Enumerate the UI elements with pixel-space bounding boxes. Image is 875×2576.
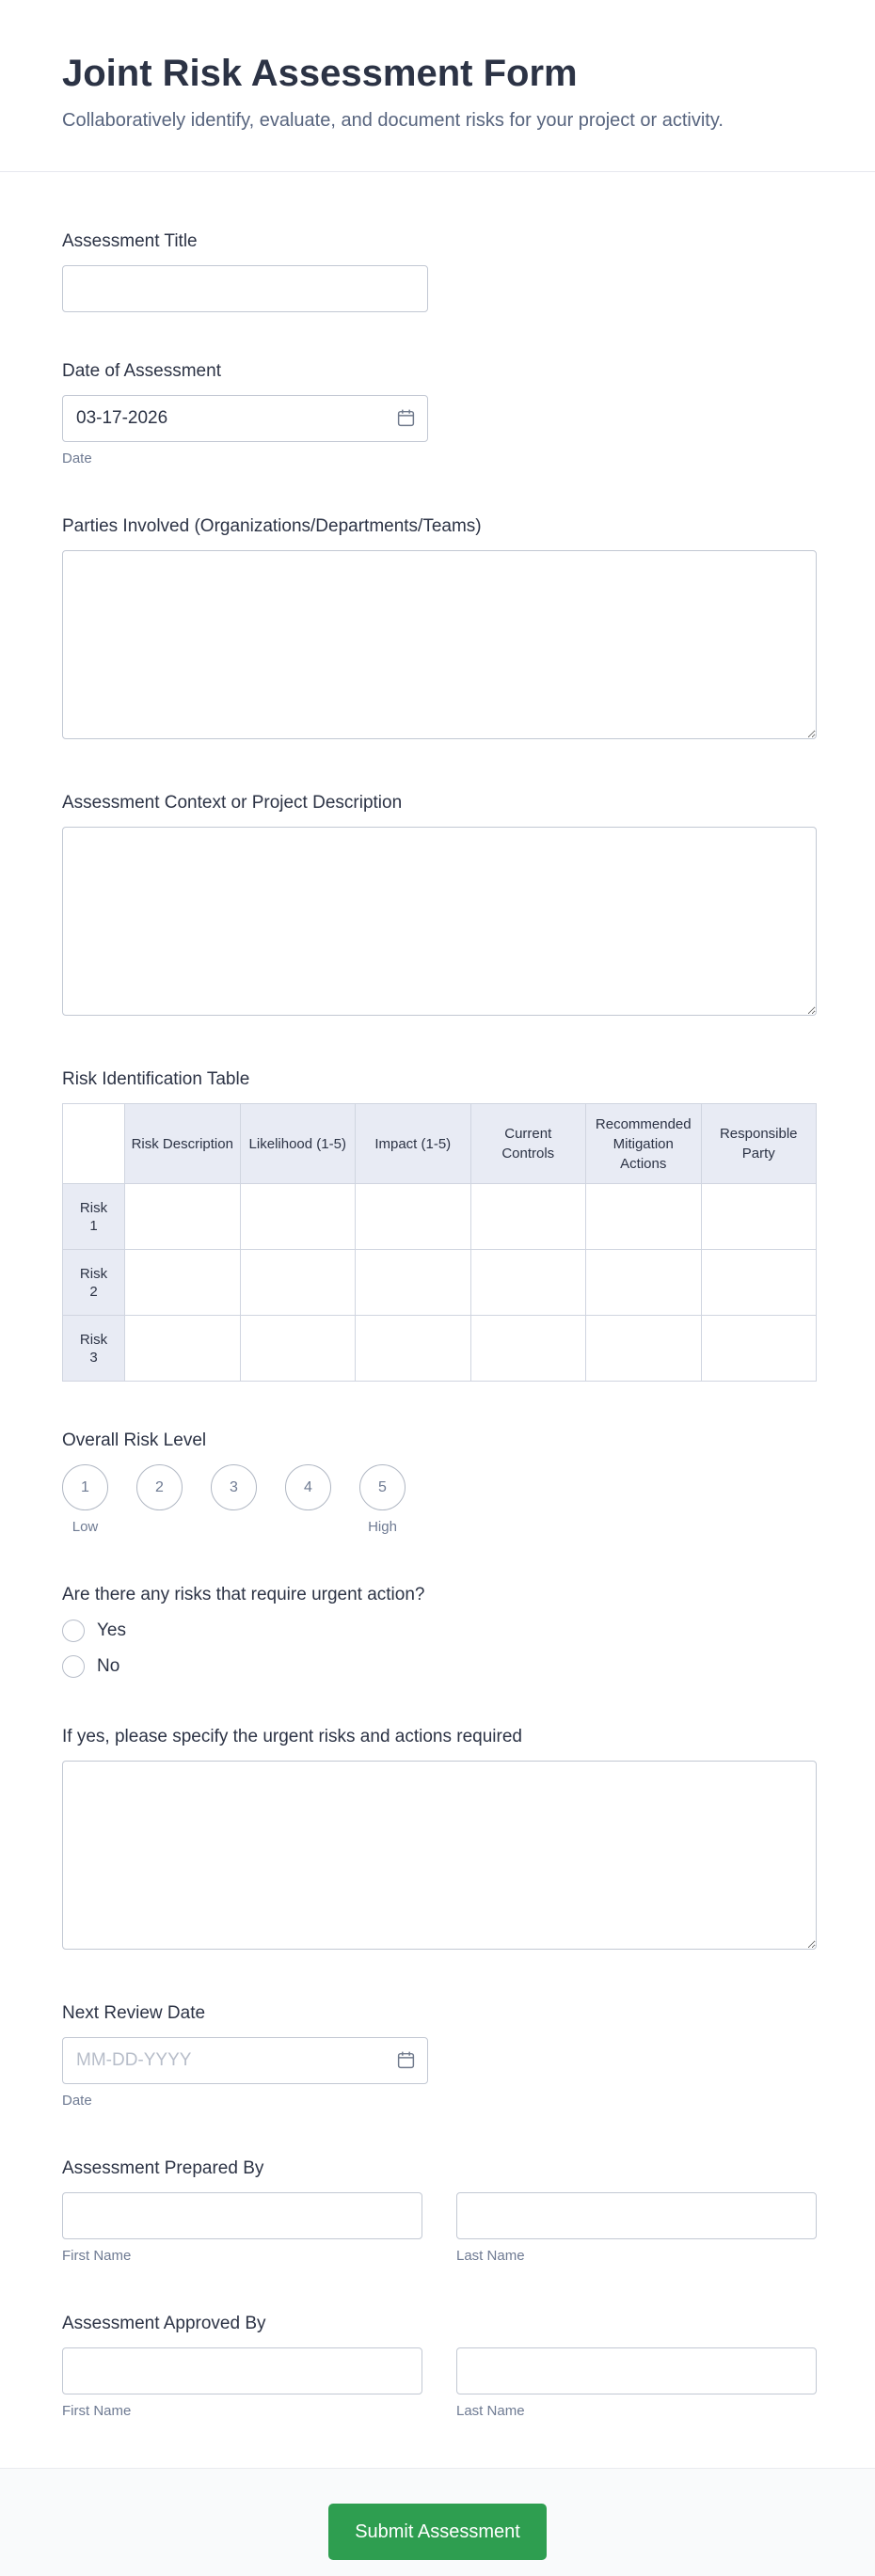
form-header: [0, 0, 875, 172]
risk-table-col-responsible-party: Responsible Party: [701, 1104, 817, 1184]
date-of-assessment-wrap: [62, 395, 428, 442]
risk-table-row-header-1: Risk 1: [63, 1184, 125, 1250]
risk-table-cell[interactable]: [586, 1250, 702, 1316]
risk-table-row-header-2: Risk 2: [63, 1250, 125, 1316]
form-footer: [0, 2468, 875, 2576]
risk-table-cell[interactable]: [356, 1184, 471, 1250]
field-risk-table: [62, 1068, 817, 1382]
risk-table-col-current-controls: Current Controls: [470, 1104, 586, 1184]
submit-button[interactable]: Submit Assessment: [328, 2504, 547, 2560]
approved-by-last-name-input[interactable]: [456, 2347, 817, 2394]
date-sublabel: Date: [62, 450, 92, 466]
radio-icon[interactable]: [62, 1655, 85, 1678]
radio-icon[interactable]: [62, 1620, 85, 1642]
risk-table-cell[interactable]: [240, 1250, 356, 1316]
form-title: Joint Risk Assessment Form: [62, 53, 578, 94]
urgent-details-label: If yes, please specify the urgent risks and actions required: [62, 1727, 522, 1746]
overall-risk-level-label: Overall Risk Level: [62, 1430, 207, 1450]
approved-by-first-name-input[interactable]: [62, 2347, 422, 2394]
date-of-assessment-label: Date of Assessment: [62, 361, 221, 381]
radio-label-yes[interactable]: Yes: [97, 1620, 126, 1640]
urgent-action-label: Are there any risks that require urgent action?: [62, 1585, 425, 1604]
next-review-date-wrap: [62, 2037, 428, 2084]
date-of-assessment-input[interactable]: [62, 395, 428, 442]
form-body: [0, 172, 875, 2468]
assessment-title-input[interactable]: [62, 265, 428, 312]
field-assessment-title: [62, 230, 817, 312]
urgent-action-option-yes[interactable]: [62, 1620, 817, 1642]
prepared-by-name-row: [62, 2192, 817, 2265]
context-description-label: Assessment Context or Project Description: [62, 793, 403, 813]
assessment-title-label: Assessment Title: [62, 231, 198, 251]
scale-option-2: [136, 1464, 183, 1536]
risk-table-col-impact: Impact (1-5): [356, 1104, 471, 1184]
risk-table-row-2: [63, 1250, 817, 1316]
risk-identification-table: [62, 1103, 817, 1382]
urgent-details-textarea[interactable]: [62, 1761, 817, 1950]
radio-label-no[interactable]: No: [97, 1656, 120, 1676]
scale-caption-low: Low: [72, 1519, 99, 1535]
risk-table-cell[interactable]: [240, 1184, 356, 1250]
prepared-by-last-name-input[interactable]: [456, 2192, 817, 2239]
risk-table-header-row: [63, 1104, 817, 1184]
context-description-textarea[interactable]: [62, 827, 817, 1016]
risk-table-row-1: [63, 1184, 817, 1250]
parties-involved-label: Parties Involved (Organizations/Departments/Teams): [62, 516, 482, 536]
scale-circle-4[interactable]: 4: [285, 1464, 331, 1510]
field-urgent-details: [62, 1726, 817, 1954]
field-next-review-date: [62, 2002, 817, 2110]
field-parties-involved: [62, 515, 817, 744]
risk-table-cell[interactable]: [356, 1250, 471, 1316]
risk-table-col-likelihood: Likelihood (1-5): [240, 1104, 356, 1184]
last-name-sublabel: Last Name: [456, 2403, 525, 2419]
risk-level-scale: [62, 1464, 817, 1536]
field-urgent-action: [62, 1584, 817, 1678]
risk-table-cell[interactable]: [470, 1250, 586, 1316]
parties-involved-textarea[interactable]: [62, 550, 817, 739]
approved-by-first-col: [62, 2347, 422, 2420]
risk-table-cell[interactable]: [701, 1184, 817, 1250]
prepared-by-label: Assessment Prepared By: [62, 2158, 264, 2178]
scale-circle-3[interactable]: 3: [211, 1464, 257, 1510]
approved-by-label: Assessment Approved By: [62, 2314, 266, 2333]
prepared-by-first-col: [62, 2192, 422, 2265]
approved-by-last-col: [456, 2347, 817, 2420]
date-sublabel: Date: [62, 2093, 92, 2109]
last-name-sublabel: Last Name: [456, 2248, 525, 2264]
prepared-by-first-name-input[interactable]: [62, 2192, 422, 2239]
scale-option-5: [359, 1464, 406, 1536]
scale-option-1: [62, 1464, 108, 1536]
risk-table-col-mitigation-actions: Recommended Mitigation Actions: [586, 1104, 702, 1184]
risk-table-cell[interactable]: [701, 1250, 817, 1316]
form-subtitle: Collaboratively identify, evaluate, and document risks for your project or activity.: [62, 110, 724, 131]
risk-table-cell[interactable]: [470, 1316, 586, 1382]
risk-table-row-header-3: Risk 3: [63, 1316, 125, 1382]
prepared-by-last-col: [456, 2192, 817, 2265]
risk-table-cell[interactable]: [240, 1316, 356, 1382]
risk-table-cell[interactable]: [125, 1316, 241, 1382]
field-prepared-by: [62, 2157, 817, 2265]
risk-table-cell[interactable]: [356, 1316, 471, 1382]
risk-table-cell[interactable]: [701, 1316, 817, 1382]
first-name-sublabel: First Name: [62, 2248, 132, 2264]
scale-circle-2[interactable]: 2: [136, 1464, 183, 1510]
scale-circle-1[interactable]: 1: [62, 1464, 108, 1510]
risk-table-cell[interactable]: [586, 1184, 702, 1250]
risk-table-row-3: [63, 1316, 817, 1382]
risk-table-corner-cell: [63, 1104, 125, 1184]
risk-table-cell[interactable]: [125, 1250, 241, 1316]
risk-table-col-risk-description: Risk Description: [125, 1104, 241, 1184]
field-date-of-assessment: [62, 360, 817, 467]
scale-caption-high: High: [368, 1519, 397, 1535]
scale-option-4: [285, 1464, 331, 1536]
field-overall-risk-level: [62, 1430, 817, 1536]
approved-by-name-row: [62, 2347, 817, 2420]
risk-table-cell[interactable]: [586, 1316, 702, 1382]
field-approved-by: [62, 2313, 817, 2420]
first-name-sublabel: First Name: [62, 2403, 132, 2419]
scale-circle-5[interactable]: 5: [359, 1464, 406, 1510]
risk-table-cell[interactable]: [125, 1184, 241, 1250]
next-review-date-label: Next Review Date: [62, 2003, 206, 2023]
field-context-description: [62, 792, 817, 1020]
urgent-action-option-no[interactable]: [62, 1655, 817, 1678]
risk-table-label: Risk Identification Table: [62, 1069, 250, 1089]
risk-table-cell[interactable]: [470, 1184, 586, 1250]
next-review-date-input[interactable]: [62, 2037, 428, 2084]
scale-option-3: [211, 1464, 257, 1536]
